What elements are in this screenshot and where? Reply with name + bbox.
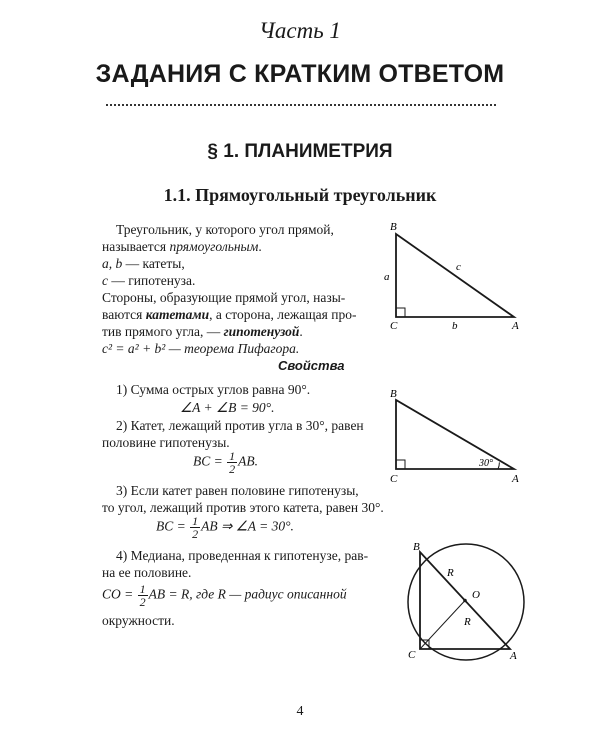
definition-legs: a, b — катеты, — [102, 256, 185, 271]
term-legs: катетами — [145, 307, 210, 322]
side-a-label: a — [384, 271, 390, 283]
pythagoras-theorem: c² = a² + b² — теорема Пифагора. — [102, 341, 300, 356]
section-title: § 1. ПЛАНИМЕТРИЯ — [207, 141, 393, 162]
page-number: 4 — [296, 704, 304, 719]
property-3-line-1: 3) Если катет равен половине гипотенузы, — [116, 483, 359, 498]
definition-line-5: Стороны, образующие прямой угол, назы- — [102, 290, 346, 305]
fraction-one-half: $\frac{1}{2}$ — [139, 582, 146, 609]
radius-r-label-lower: R — [464, 616, 471, 628]
definition-line-6: ваются катетами, а сторона, лежащая про- — [102, 307, 357, 322]
property-2-line-2: половине гипотенузы. — [102, 435, 230, 450]
vertex-a-label: A — [512, 320, 519, 332]
fraction-one-half: $\frac{1}{2}$ — [192, 514, 199, 541]
angle-30-label: 30° — [479, 458, 493, 469]
property-4-line-2: на ее половине. — [102, 565, 192, 580]
center-o-label: O — [472, 589, 480, 601]
figure-right-triangle — [380, 218, 530, 338]
median-co — [420, 601, 465, 650]
term-right-triangle: прямоугольным — [169, 239, 259, 254]
vertex-c-label: C — [390, 473, 398, 485]
vertex-c-label: C — [390, 320, 398, 332]
radius-r-label-upper: R — [447, 567, 454, 579]
property-1-text: 1) Сумма острых углов равна 90°. — [116, 382, 311, 397]
triangle-shape — [396, 234, 514, 317]
definition-line-7: тив прямого угла, — гипотенузой. — [102, 324, 303, 339]
property-3-formula: BC = $\frac{1}{2}$ AB ⇒ ∠A = 30°. — [156, 514, 294, 541]
fraction-one-half: $\frac{1}{2}$ — [229, 449, 236, 476]
property-1-formula: ∠A + ∠B = 90°. — [180, 400, 275, 415]
property-2-line-1: 2) Катет, лежащий против угла в 30°, равен — [116, 418, 364, 433]
part-title: Часть 1 — [259, 18, 341, 43]
side-c-label: c — [456, 261, 461, 273]
vertex-b-label: B — [390, 221, 397, 233]
main-title: ЗАДАНИЯ С КРАТКИМ ОТВЕТОМ — [95, 60, 505, 88]
property-4-line-4: окружности. — [102, 613, 175, 628]
definition-line-1: Треугольник, у которого угол прямой, — [116, 222, 334, 237]
subsection-title: 1.1. Прямоугольный треугольник — [163, 185, 437, 205]
definition-line-2: называется прямоугольным. — [102, 239, 262, 254]
center-point — [463, 599, 467, 603]
vertex-b-label: B — [390, 388, 397, 400]
property-4-formula: CO = $\frac{1}{2}$ AB = R, где R — радиус описанной — [102, 582, 347, 609]
figure-inscribed-triangle — [402, 536, 530, 666]
right-angle-mark — [396, 460, 405, 469]
property-2-formula: BC = $\frac{1}{2}$ AB. — [193, 449, 258, 476]
vertex-c-label: C — [408, 649, 416, 661]
vertex-b-label: B — [413, 541, 420, 553]
right-angle-mark — [396, 308, 405, 317]
term-hypotenuse: гипотенузой — [223, 324, 300, 339]
triangle-shape — [396, 400, 514, 469]
property-4-line-1: 4) Медиана, проведенная к гипотенузе, рав- — [116, 548, 369, 563]
side-b-label: b — [452, 320, 458, 332]
property-3-line-2: то угол, лежащий против этого катета, равен 30°. — [102, 500, 384, 515]
vertex-a-label: A — [510, 650, 517, 662]
figure-30-degree-triangle — [380, 385, 530, 485]
angle-arc — [498, 462, 499, 469]
properties-title: Свойства — [278, 358, 345, 373]
dotted-divider — [106, 104, 496, 106]
vertex-a-label: A — [512, 473, 519, 485]
definition-hypotenuse: c — гипотенуза. — [102, 273, 196, 288]
